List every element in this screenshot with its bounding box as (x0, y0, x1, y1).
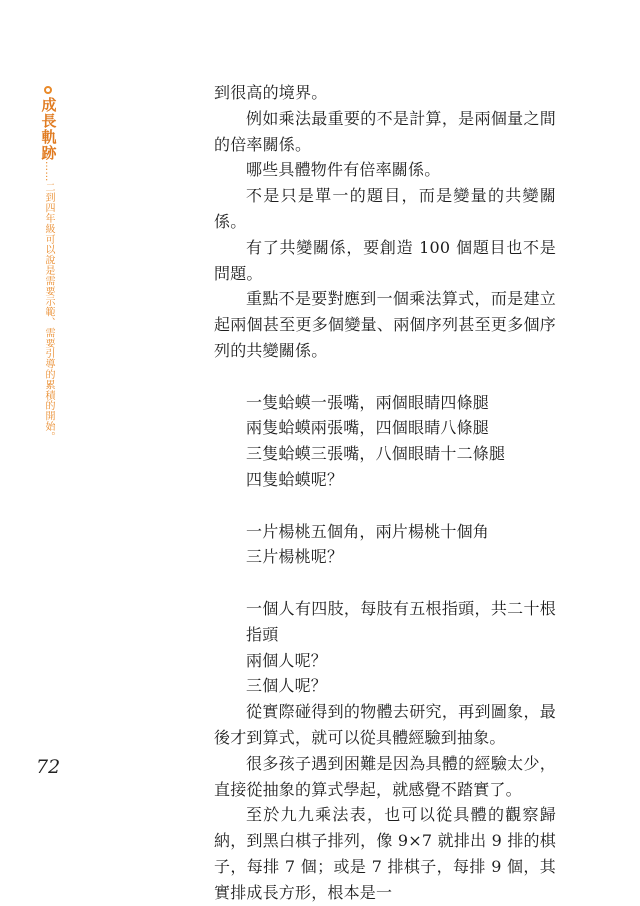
paragraph: 重點不是要對應到一個乘法算式，而是建立起兩個甚至更多個變量、兩個序列甚至更多個序列的共變關係。 (214, 289, 556, 360)
example-line: 一片楊桃五個角，兩片楊桃十個角 (246, 521, 490, 541)
paragraph: 不是只是單一的題目，而是變量的共變關係。 (214, 186, 556, 231)
paragraph: 至於九九乘法表，也可以從具體的觀察歸納，到黑白棋子排列，像 9×7 就排出 9 排的棋子，每排 7 個；或是 7 排棋子，每排 9 個，其實排成長方形，根本是一 (214, 805, 556, 902)
paragraph-gap (214, 493, 556, 519)
page-number: 72 (36, 756, 61, 778)
example-line: 一隻蛤蟆一張嘴，兩個眼睛四條腿 (246, 392, 490, 412)
example-line: 兩個人呢？ (246, 650, 328, 670)
sidebar-banner (37, 86, 59, 442)
paragraph: 從實際碰得到的物體去研究，再到圖象，最後才到算式，就可以從具體經驗到抽象。 (214, 702, 556, 747)
example-line: 兩隻蛤蟆兩張嘴，四個眼睛八條腿 (246, 418, 490, 438)
example-line: 三隻蛤蟆三張嘴，八個眼睛十二條腿 (246, 444, 506, 464)
sidebar-note: 二到四年級可以說是需要示範、需要引導的累積的開始。 (43, 181, 54, 442)
paragraph: 哪些具體物件有倍率關係。 (246, 160, 441, 180)
example-line: 一個人有四肢，每肢有五根指頭，共二十根指頭 (246, 598, 556, 644)
paragraph-gap (214, 364, 556, 390)
example-line: 三個人呢？ (246, 676, 328, 696)
paragraph: 有了共變關係，要創造 100 個題目也不是問題。 (214, 237, 556, 283)
example-line: 四隻蛤蟆呢？ (246, 469, 344, 489)
paragraph-gap (214, 570, 556, 596)
paragraph: 到很高的境界。 (214, 83, 328, 102)
body-text (214, 80, 556, 906)
sidebar-dots: …… (43, 161, 54, 182)
paragraph: 例如乘法最重要的不是計算，是兩個量之間的倍率關係。 (214, 108, 556, 154)
sidebar-title: 成長軌跡 (39, 97, 58, 161)
example-line: 三片楊桃呢？ (246, 547, 344, 567)
circle-bullet-icon (44, 86, 52, 94)
paragraph: 很多孩子遇到困難是因為具體的經驗太少，直接從抽象的算式學起，就感覺不踏實了。 (214, 753, 556, 799)
